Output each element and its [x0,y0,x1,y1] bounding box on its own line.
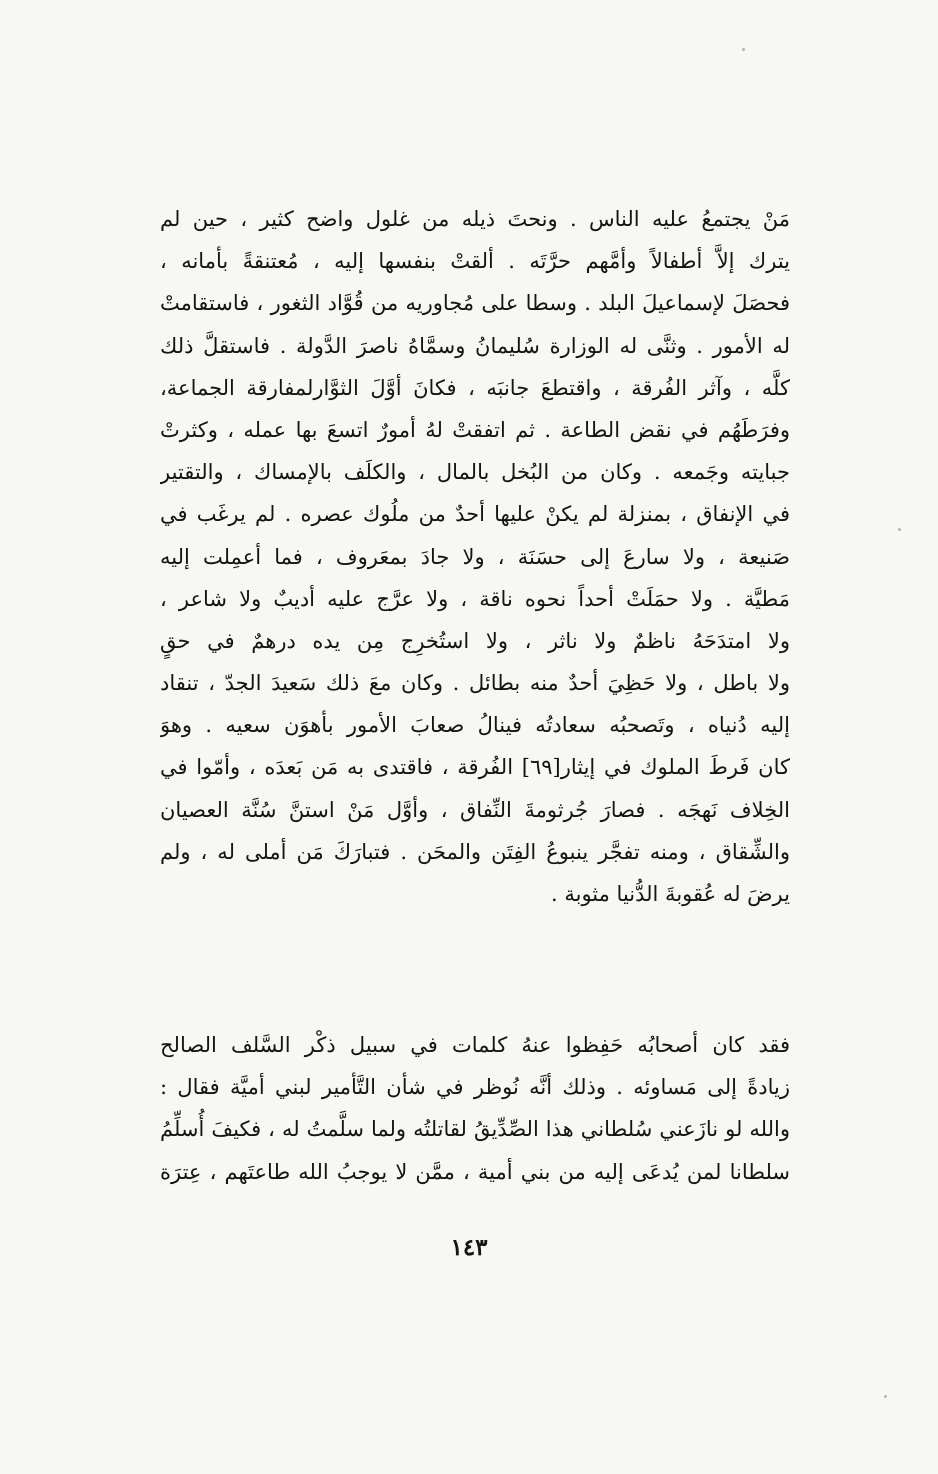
text-line: كلَّه ، وآثر الفُرقة ، واقتطعَ جانبَه ، فكانَ أوَّلَ الثوَّارلمفارقة الجماعة، [160,375,790,400]
text-line: يترك إلاَّ أطفالاً وأمَّهم حرَّتَه . ألقتْ بنفسها إليه ، مُعتنقةً بأمانه ، [160,249,790,274]
text-line: والشِّقاق ، ومنه تفجَّر ينبوعُ الفِتَن والمحَن . فتبارَكَ مَن أملى له ، ولم [160,839,790,864]
text-line: في الإنفاق ، بمنزلة لم يكنْ عليها أحدٌ من ملُوك عصره . لم يرغَب في [160,502,790,527]
text-line: ولا باطل ، ولا حَظِيَ أحدٌ منه بطائل . وكان معَ ذلك سَعيدَ الجدّ ، تنقاد [160,671,790,696]
text-line: مَطيَّة . ولا حمَلَتْ أحداً نحوه ناقة ، ولا عرَّج عليه أديبٌ ولا شاعر ، [160,586,790,611]
text-line: صَنيعة ، ولا سارعَ إلى حسَنَة ، ولا جادَ بمعَروف ، فما أعمِلت إليه [160,544,790,569]
paragraph-2 [160,1024,790,1193]
scan-speck [742,48,745,51]
text-line: يرضَ له عُقوبةَ الدُّنيا مثوبة . [550,882,790,906]
text-line: ولا امتدَحَهُ ناظمٌ ولا ناثر ، ولا استُخرِج مِن يده درهمٌ في حقٍ [160,628,790,653]
text-line: الخِلاف نَهجَه . فصارَ جُرثومةَ النِّفاق ، وأوَّل مَنْ استنَّ سُنَّة العصيان [160,797,790,822]
text-line: إليه دُنياه ، وتَصحبُه سعادتُه فينالُ صعابَ الأمور بأهوَن سعيه . وهوَ [160,713,790,738]
text-line: فقد كان أصحابُه حَفِظوا عنهُ كلمات في سبيل ذكْر السَّلف الصالح [160,1033,790,1057]
page-number: ١٤٣ [450,1234,488,1261]
text-line: وفرَطَهُم في نقض الطاعة . ثم اتفقتْ لهُ أمورٌ اتسعَ بها عمله ، وكثرتْ [160,417,790,442]
paragraph-1 [160,198,790,915]
text-line: له الأمور . وثنَّى له الوزارة سُليمانُ وسمَّاهُ ناصرَ الدَّولة . فاستقلَّ ذلك [160,333,790,358]
scan-speck [898,528,901,531]
text-line: والله لو نازَعني سُلطاني هذا الصِّدِّيقُ لقاتلتُه ولما سلَّمتُ له ، فكيفَ أُسلِّمُ [160,1117,790,1142]
text-line: مَنْ يجتمعُ عليه الناس . ونحتَ ذيله من غلول واضح كثير ، حين لم [160,207,790,231]
text-line: كان فَرطَ الملوك في إيثار[٦٩] الفُرقة ، فاقتدى به مَن بَعدَه ، وأمّوا في [160,755,790,780]
text-line: جبايته وجَمعه . وكان من البُخل بالمال ، والكلَف بالإمساك ، والتقتير [160,460,790,485]
text-line: فحصَلَ لإسماعيلَ البلد . وسطا على مُجاوريه من قُوَّاد الثغور ، فاستقامتْ [160,291,790,316]
text-line: زيادةً إلى مَساوئه . وذلك أنَّه نُوظر في شأن التَّأمير لبني أميَّة فقال : [160,1075,790,1100]
text-line: سلطانا لمن يُدعَى إليه من بني أمية ، ممَّن لا يوجبُ الله طاعتَهم ، عِترَة [160,1159,790,1184]
scan-speck [884,1395,887,1398]
